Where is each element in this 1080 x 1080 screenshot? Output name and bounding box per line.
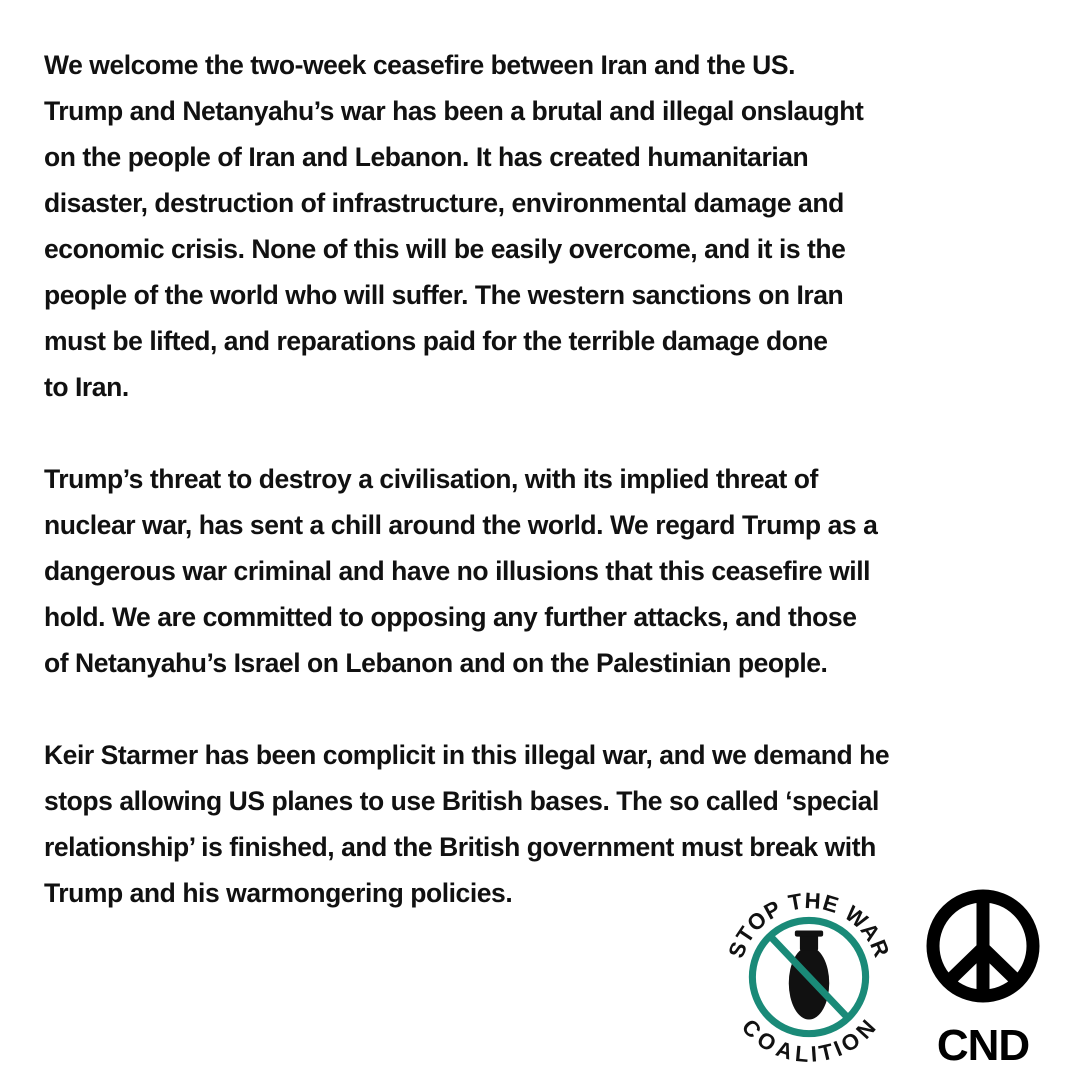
peace-symbol-icon — [933, 896, 1033, 996]
statement-paragraph-2 — [44, 456, 1044, 686]
text-line: nuclear war, has sent a chill around the world. We regard Trump as a — [44, 510, 878, 540]
cnd-logo — [918, 886, 1048, 1066]
text-line: economic crisis. None of this will be easily overcome, and it is the — [44, 234, 846, 264]
text-line: must be lifted, and reparations paid for the terrible damage done — [44, 326, 828, 356]
text-line: disaster, destruction of infrastructure, environmental damage and — [44, 188, 844, 218]
text-line: on the people of Iran and Lebanon. It has created humanitarian — [44, 142, 809, 172]
text-line: Trump’s threat to destroy a civilisation, with its implied threat of — [44, 464, 818, 494]
text-line: We welcome the two-week ceasefire between Iran and the US. — [44, 50, 795, 80]
text-line: of Netanyahu’s Israel on Lebanon and on the Palestinian people. — [44, 648, 828, 678]
stop-the-war-text: STOP THE WAR — [723, 887, 895, 962]
text-line: hold. We are committed to opposing any further attacks, and those — [44, 602, 857, 632]
text-line: people of the world who will suffer. The western sanctions on Iran — [44, 280, 844, 310]
bomb-prohibited-icon — [752, 920, 865, 1033]
text-line: Trump and his warmongering policies. — [44, 878, 513, 908]
text-line: to Iran. — [44, 372, 129, 402]
statement-paragraph-1 — [44, 42, 1044, 410]
text-line: Keir Starmer has been complicit in this illegal war, and we demand he — [44, 740, 890, 770]
logos — [718, 884, 1054, 1068]
stop-the-war-logo — [718, 884, 900, 1066]
text-line: stops allowing US planes to use British bases. The so called ‘special — [44, 786, 879, 816]
cnd-label: CND — [936, 1021, 1030, 1066]
svg-text:COALITION — [737, 1014, 881, 1066]
statement — [44, 42, 1044, 962]
text-line: relationship’ is finished, and the British government must break with — [44, 832, 876, 862]
text-line: Trump and Netanyahu’s war has been a brutal and illegal onslaught — [44, 96, 864, 126]
coalition-text: COALITION — [736, 1014, 882, 1066]
text-line: dangerous war criminal and have no illusions that this ceasefire will — [44, 556, 871, 586]
